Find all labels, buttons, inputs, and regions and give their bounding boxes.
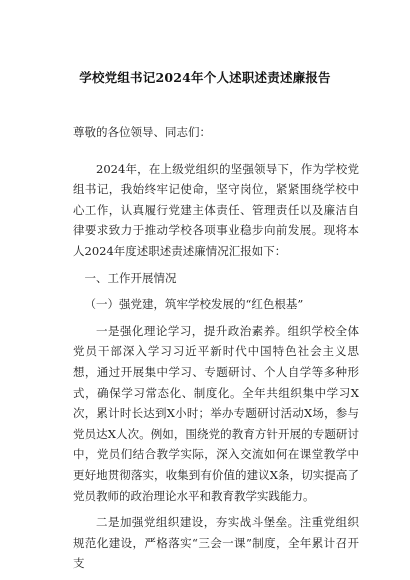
paragraph-theory-study: 一是强化理论学习，提升政治素养。组织学校全体党员干部深入学习习近平新时代中国特色社会主义思想，通过开展集中学习、专题研讨、个人自学等多种形式，确保学习常态化、制度化。全年共组织集中学习X次，累计时长达到X小时；举办专题研讨活动X场，参与党员达X人次。例如，围绕党的教育方针开展的专题研讨中，党员们结合教学实际，深入交流如何在课堂教学中更好地贯彻落实，收集到有价值的建议X条，切实提高了党员教师的政治理论水平和教育教学实践能力。 <box>73 323 359 503</box>
paragraph-organization-building: 二是加强党组织建设，夯实战斗堡垒。注重党组织规范化建设，严格落实“三会一课”制度，全年累计召开支 <box>73 515 359 571</box>
document-title: 学校党组书记2024年个人述职述责述廉报告 <box>79 70 331 85</box>
salutation: 尊敬的各位领导、同志们： <box>73 125 211 139</box>
section-heading-work-status: 一、工作开展情况 <box>84 270 177 285</box>
intro-paragraph: 2024年，在上级党组织的坚强领导下，作为学校党组书记，我始终牢记使命，坚守岗位，紧紧围绕学校中心工作，认真履行党建主体责任、管理责任以及廉洁自律要求致力于推动学校各项事业稳步向前发展。现将本人2024年度述职述责述廉情况汇报如下： <box>73 161 359 258</box>
subsection-heading-party-building: （一）强党建，筑牢学校发展的“红色根基” <box>84 297 304 312</box>
document-body <box>73 122 359 580</box>
